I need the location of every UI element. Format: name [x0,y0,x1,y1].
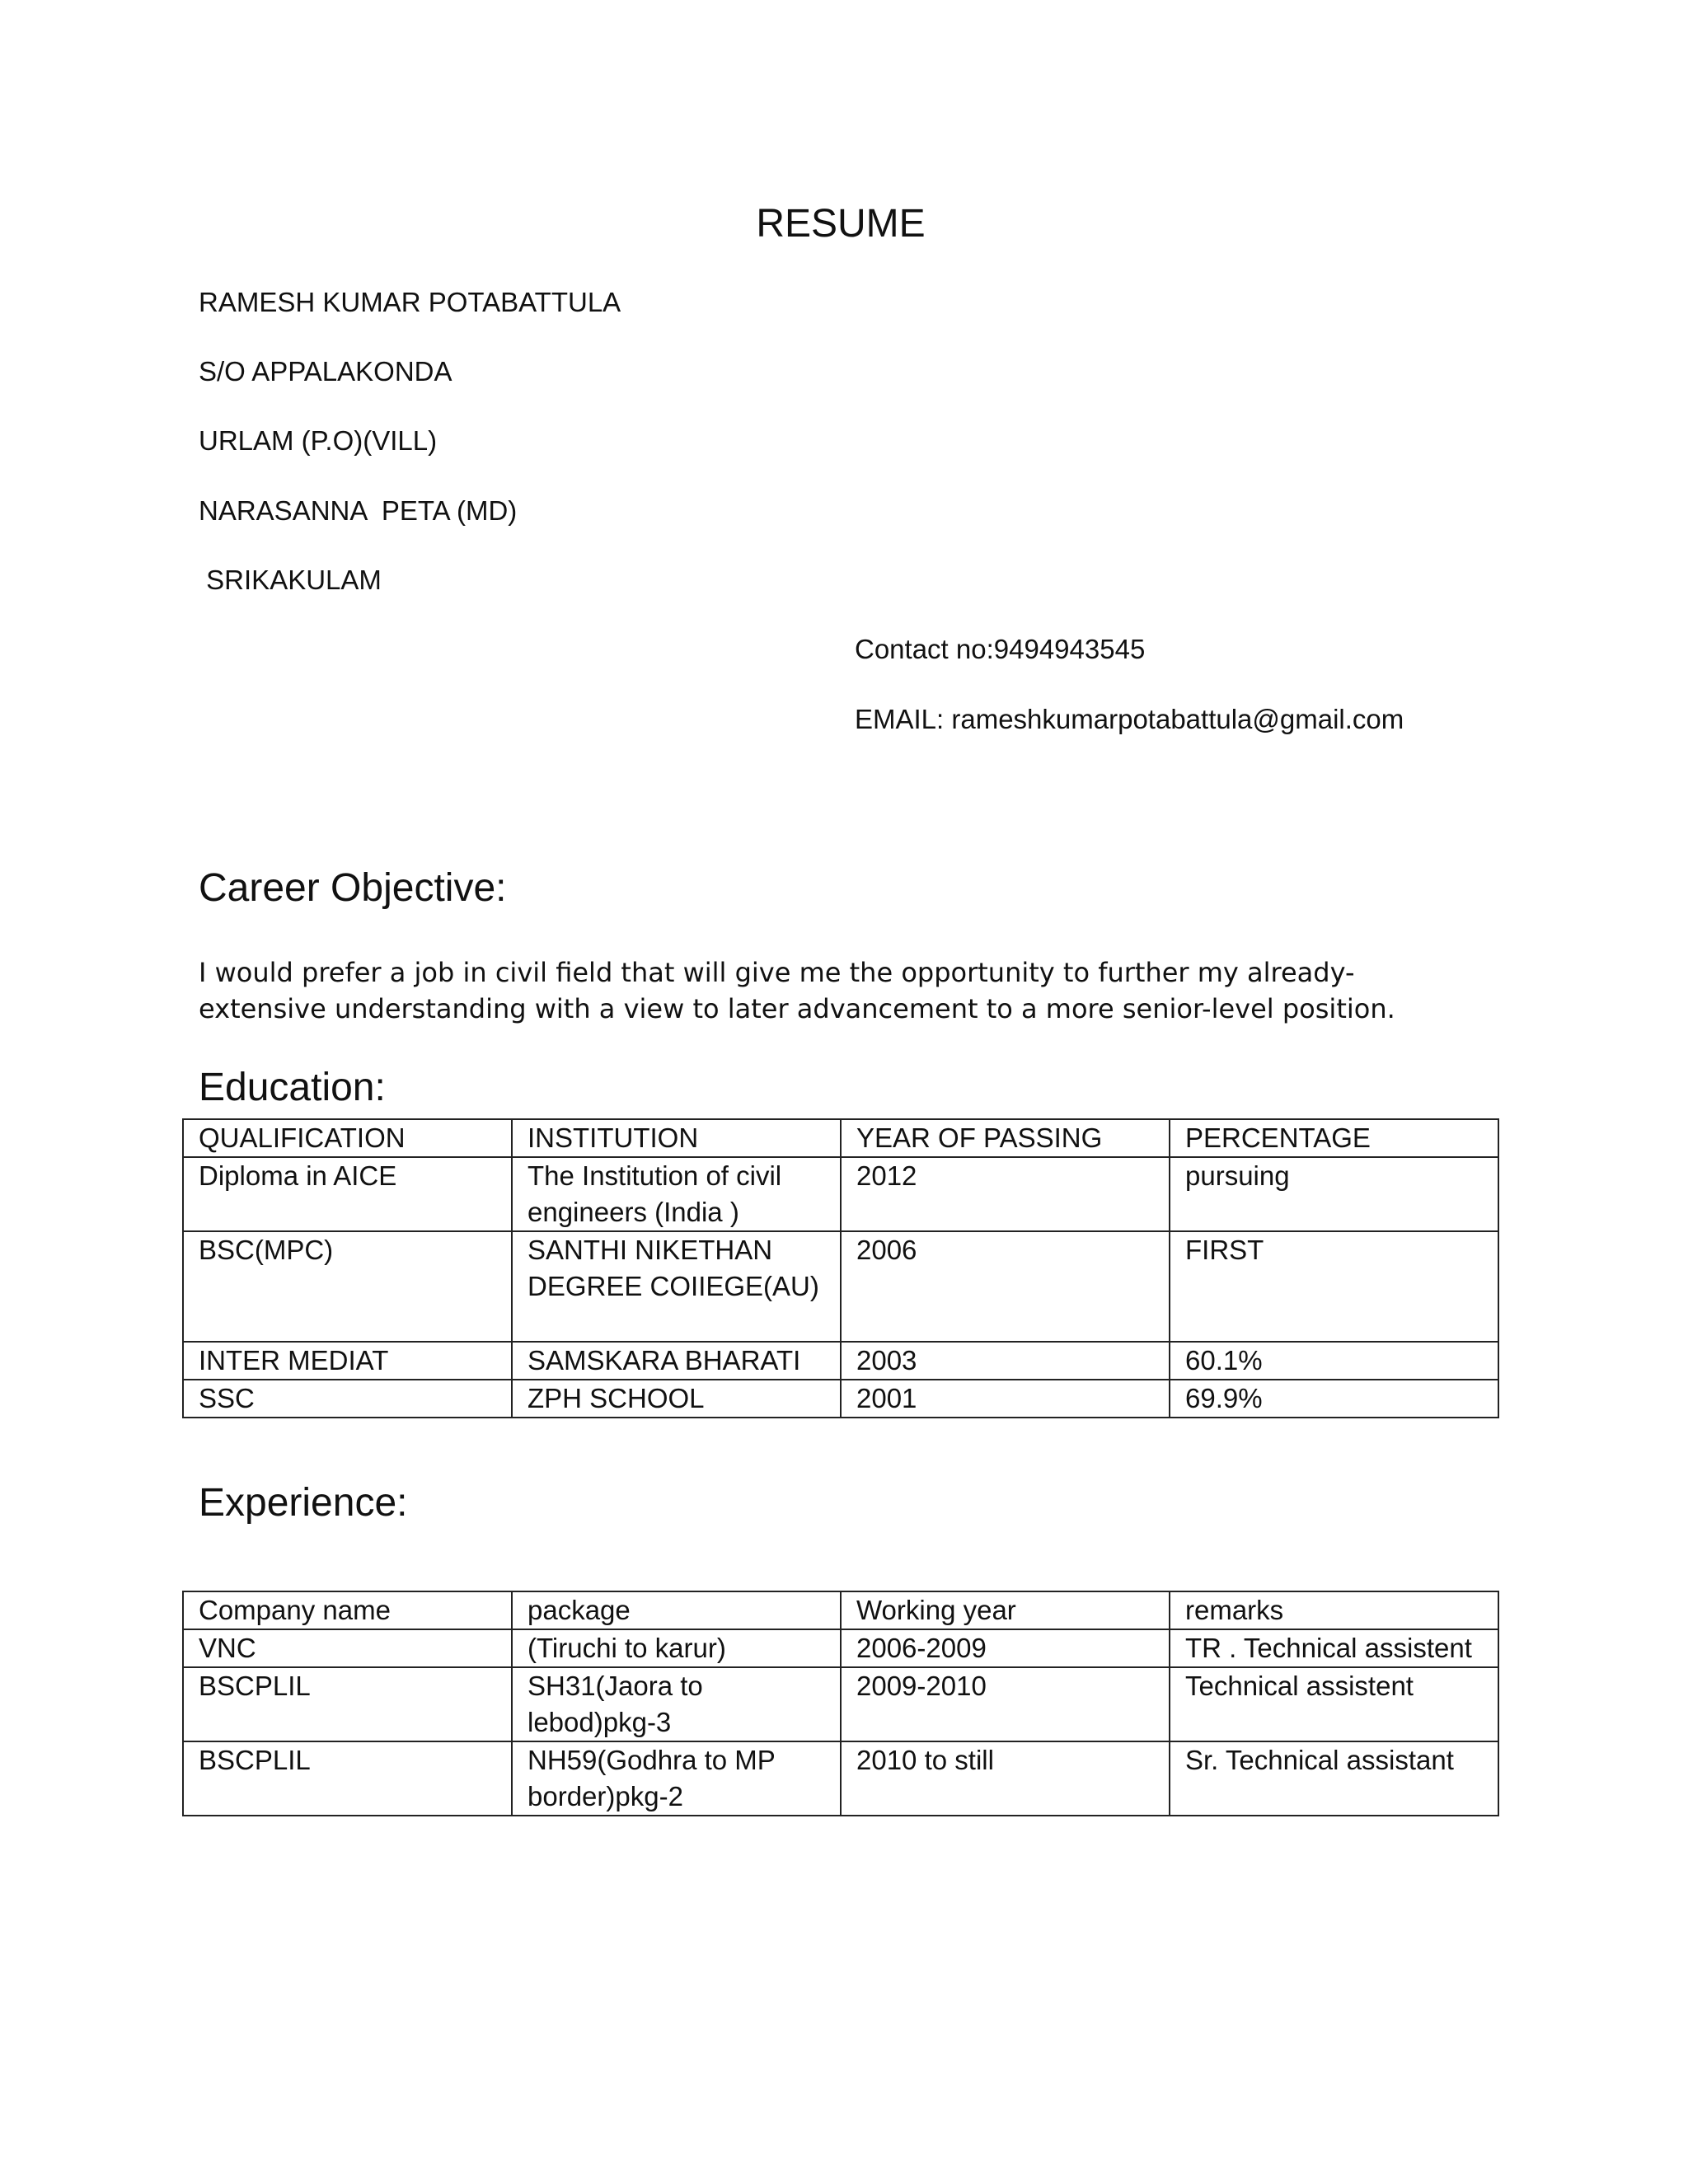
education-row [183,1342,1498,1380]
address-relation: S/O APPALAKONDA [199,356,452,387]
experience-cell: (Tiruchi to karur) [512,1629,841,1667]
address-district: SRIKAKULAM [199,565,382,595]
experience-header-cell: remarks [1170,1591,1498,1629]
education-cell: pursuing [1170,1157,1498,1231]
experience-cell: Sr. Technical assistant [1170,1741,1498,1816]
experience-cell: 2009-2010 [841,1667,1170,1741]
education-table [182,1118,1499,1418]
experience-header-cell: Company name [183,1591,512,1629]
education-cell: SAMSKARA BHARATI [512,1342,841,1380]
page-title: RESUME [756,202,926,246]
education-cell: ZPH SCHOOL [512,1380,841,1418]
contact-phone: Contact no:9494943545 [855,634,1146,664]
applicant-name: RAMESH KUMAR POTABATTULA [199,287,621,317]
education-row [183,1380,1498,1418]
experience-row [183,1667,1498,1741]
experience-cell: BSCPLIL [183,1741,512,1816]
education-header-cell: PERCENTAGE [1170,1119,1498,1157]
address-mandal: NARASANNA PETA (MD) [199,495,518,526]
education-row [183,1157,1498,1231]
education-cell: BSC(MPC) [183,1231,512,1342]
education-header-cell: QUALIFICATION [183,1119,512,1157]
education-cell: 2003 [841,1342,1170,1380]
experience-table [182,1591,1499,1816]
experience-header-row [183,1591,1498,1629]
education-header-cell: YEAR OF PASSING [841,1119,1170,1157]
contact-email: EMAIL: rameshkumarpotabattula@gmail.com [855,704,1404,734]
experience-cell: TR . Technical assistent [1170,1629,1498,1667]
career-objective-heading: Career Objective: [199,866,507,910]
experience-cell: Technical assistent [1170,1667,1498,1741]
education-header-cell: INSTITUTION [512,1119,841,1157]
education-cell: 60.1% [1170,1342,1498,1380]
experience-heading: Experience: [199,1481,408,1525]
experience-cell: BSCPLIL [183,1667,512,1741]
education-cell: 2001 [841,1380,1170,1418]
education-row [183,1231,1498,1342]
career-objective-text: I would prefer a job in civil field that will give me the opportunity to further my already- extensive understanding with a view to later advancement to a more senior-level position. [199,957,1395,1024]
experience-cell: 2010 to still [841,1741,1170,1816]
education-cell: The Institution of civil engineers (India ) [512,1157,841,1231]
experience-header-cell: Working year [841,1591,1170,1629]
experience-cell: NH59(Godhra to MP border)pkg-2 [512,1741,841,1816]
education-cell: FIRST [1170,1231,1498,1342]
experience-header-cell: package [512,1591,841,1629]
education-cell: INTER MEDIAT [183,1342,512,1380]
address-village: URLAM (P.O)(VILL) [199,425,438,456]
education-header-row [183,1119,1498,1157]
experience-cell: 2006-2009 [841,1629,1170,1667]
education-cell: SANTHI NIKETHAN DEGREE COIIEGE(AU) [512,1231,841,1342]
experience-cell: VNC [183,1629,512,1667]
experience-row [183,1629,1498,1667]
education-cell: 2006 [841,1231,1170,1342]
education-heading: Education: [199,1066,386,1109]
experience-row [183,1741,1498,1816]
education-cell: 69.9% [1170,1380,1498,1418]
education-cell: 2012 [841,1157,1170,1231]
education-cell: SSC [183,1380,512,1418]
education-cell: Diploma in AICE [183,1157,512,1231]
experience-cell: SH31(Jaora to lebod)pkg-3 [512,1667,841,1741]
